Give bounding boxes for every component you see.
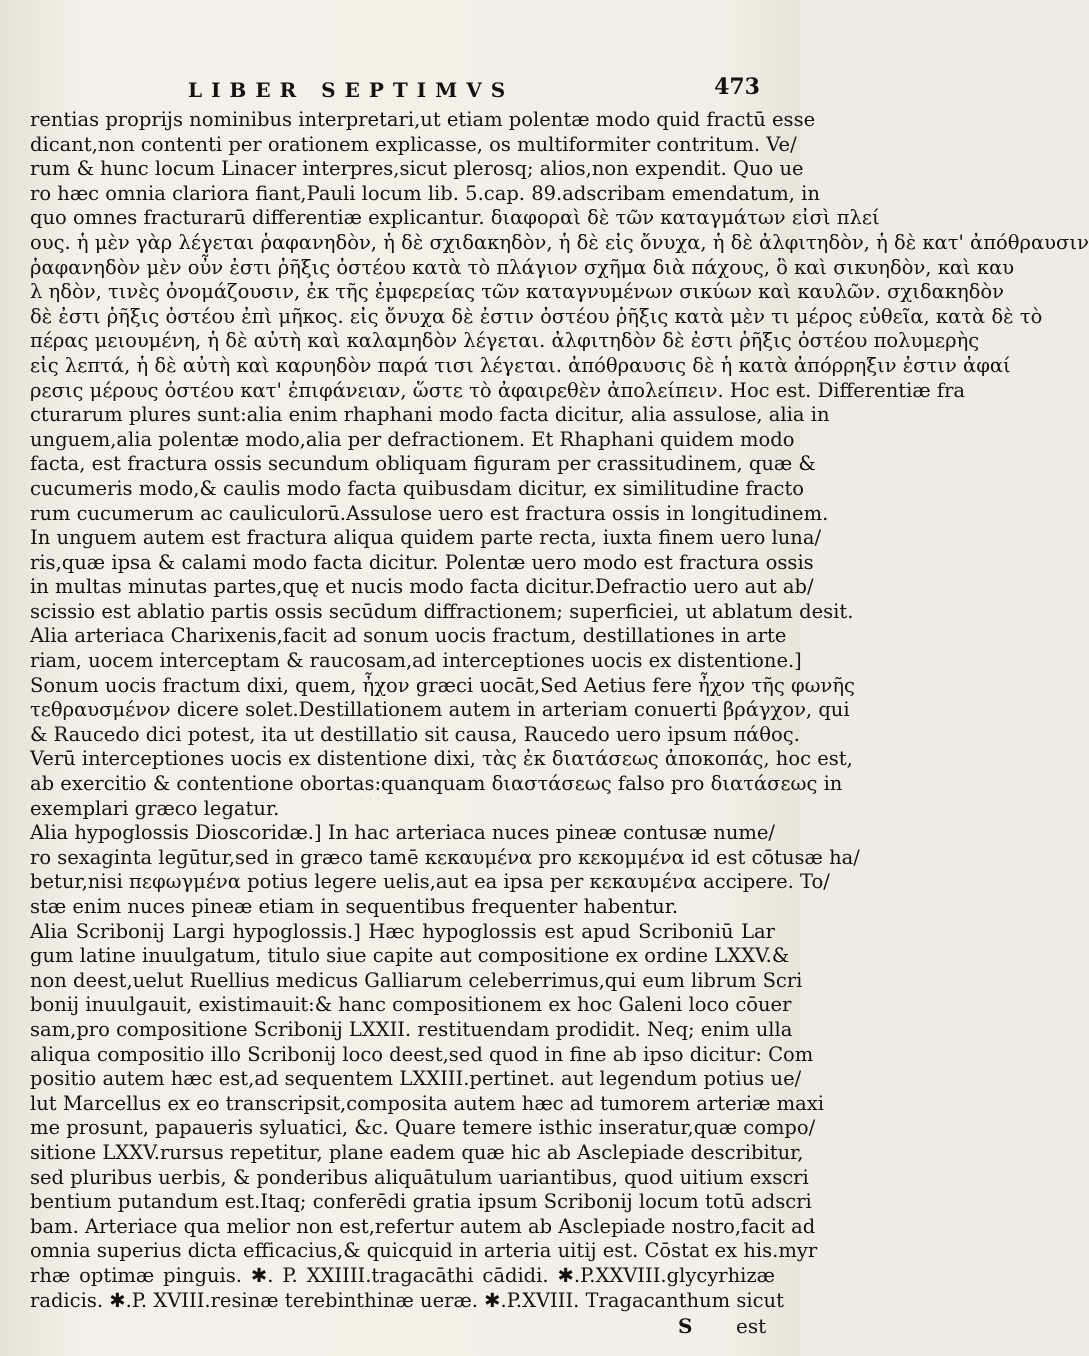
text-line: sam,pro compositione Scribonij LXXII. restituendam prodidit. Neq; enim ulla <box>30 1017 793 1041</box>
text-line: rentias proprijs nominibus interpretari,ut etiam polentæ modo quid fractū esse <box>30 108 816 131</box>
text-line: betur,nisi πεφωγμένα potius legere uelis,aut ea ipsa per κεκαυμένα accipere. To/ <box>30 870 830 894</box>
text-line: stæ enim nuces pineæ etiam in sequentibus frequenter habentur. <box>30 895 679 918</box>
text-line: Alia arteriaca Charixenis,facit ad sonum uocis fractum, destillationes in arte <box>30 624 787 648</box>
text-line: ro sexaginta legūtur,sed in græco tamē κεκαυμένα pro κεκομμένα id est cōtusæ ha/ <box>30 845 860 869</box>
text-line: bam. Arteriace qua melior non est,refertur autem ab Asclepiade nostro,facit ad <box>30 1214 816 1238</box>
text-line: bentium putandum est.Itaq; conferēdi gratia ipsum Scribonij locum totū adscri <box>30 1190 812 1214</box>
text-line: τεθραυσμένον dicere solet.Destillationem autem in arteriam conuerti βράγχον, qui <box>30 698 850 722</box>
text-line: rum & hunc locum Linacer interpres,sicut plerosq; alios,non expendit. Quo ue <box>30 157 804 181</box>
bleed-through-mark: · · · <box>360 792 381 807</box>
text-line: unguem,alia polentæ modo,alia per defractionem. Et Rhaphani quidem modo <box>30 427 795 451</box>
text-line: omnia superius dicta efficacius,& quicquid in arteria uitij est. Cōstat ex his.myr <box>30 1239 818 1263</box>
text-line: gum latine inuulgatum, titulo siue capite aut compositione ex ordine LXXV.& <box>30 944 790 968</box>
page-footer <box>0 1314 800 1344</box>
text-line: radicis. ✱.P. XVIII.resinæ terebinthinæ ueræ. ✱.P.XVIII. Tragacanthum sicut <box>30 1288 784 1312</box>
text-line: cucumeris modo,& caulis modo facta quibusdam dicitur, ex similitudine fracto <box>30 476 805 500</box>
text-line: ους. ἡ μὲν γὰρ λέγεται ῥαφανηδὸν, ἡ δὲ σχιδακηδὸν, ἡ δὲ εἰς ὄνυχα, ἡ δὲ ἀλφιτηδὸν, ἡ δὲ κατ' ἀπόθραυσιν <box>30 230 1089 254</box>
text-line: λ ηδὸν, τινὲς ὀνομάζουσιν, ἐκ τῆς ἐμφερείας τῶν καταγνυμένων σικύων καὶ καυλῶν. σχιδακηδὸν <box>30 280 1004 304</box>
text-line: quo omnes fracturarū differentiæ explicantur. διαφοραὶ δὲ τῶν καταγμάτων εἰσὶ πλεί <box>30 206 880 230</box>
text-line: δὲ ἐστι ῥῆξις ὀστέου ἐπὶ μῆκος. εἰς ὄνυχα δὲ ἐστιν ὀστέου ῥῆξις κατὰ μὲν τι μέρος εὐθεῖα, κατὰ δὲ τὸ <box>30 304 1043 328</box>
text-line: exemplari græco legatur. <box>30 796 280 820</box>
page-number: 473 <box>714 74 760 100</box>
text-line: non deest,uelut Ruellius medicus Galliarum celeberrimus,qui eum librum Scri <box>30 968 803 992</box>
running-title: LIBER SEPTIMVS <box>188 78 515 102</box>
text-line: & Raucedo dici potest, ita ut destillatio sit causa, Raucedo uero ipsum πάθος. <box>30 722 800 746</box>
text-line: bonij inuulgauit, existimauit:& hanc compositionem ex hoc Galeni loco cōuer <box>30 993 792 1017</box>
text-line: Sonum uocis fractum dixi, quem, ἦχον græci uocāt,Sed Aetius fere ἦχον τῆς φωνῆς <box>30 673 855 697</box>
text-line: rum cucumerum ac cauliculorū.Assulose uero est fractura ossis in longitudinem. <box>30 501 829 525</box>
text-line: ro hæc omnia clariora fiant,Pauli locum lib. 5.cap. 89.adscribam emendatum, in <box>30 181 820 205</box>
body-text <box>30 108 1089 1313</box>
text-line: πέρας μειουμένη, ἡ δὲ αὐτὴ καὶ καλαμηδὸν λέγεται. ἀλφιτηδὸν δὲ ἐστι ῥῆξις ὀστέου πολυμερὴς <box>30 329 980 353</box>
signature-mark: S <box>678 1314 693 1338</box>
text-line: riam, uocem interceptam & raucosam,ad interceptiones uocis ex distentione.] <box>30 649 802 673</box>
text-line: dicant,non contenti per orationem explicasse, os multiformiter contritum. Ve/ <box>30 132 797 156</box>
text-line: ρεσις μέρους ὀστέου κατ' ἐπιφάνειαν, ὥστε τὸ ἀφαιρεθὲν ἀπολείπειν. Hoc est. Differentiæ fra <box>30 378 966 402</box>
catchword: est <box>736 1314 767 1338</box>
text-line: ris,quæ ipsa & calami modo facta dicitur. Polentæ uero modo est fractura ossis <box>30 550 814 574</box>
text-line: sed pluribus uerbis, & ponderibus aliquātulum uariantibus, quod uitium exscri <box>30 1165 809 1189</box>
text-line: positio autem hæc est,ad sequentem LXXIII.pertinet. aut legendum potius ue/ <box>30 1067 802 1091</box>
text-line: εἰς λεπτά, ἡ δὲ αὐτὴ καὶ καρυηδὸν παρά τισι λέγεται. ἀπόθραυσις δὲ ἡ κατὰ ἀπόρρηξιν ἐστιν ἀφαί <box>30 353 1011 377</box>
text-line: scissio est ablatio partis ossis secūdum diffractionem; superficiei, ut ablatum desit. <box>30 599 854 623</box>
text-line: facta, est fractura ossis secundum obliquam figuram per crassitudinem, quæ & <box>30 452 816 476</box>
text-line: Alia hypoglossis Dioscoridæ.] In hac arteriaca nuces pineæ contusæ nume/ <box>30 821 775 845</box>
text-line: rhæ optimæ pinguis. ✱. P. XXIIII.tragacāthi cādidi. ✱.P.XXVIII.glycyrhizæ <box>30 1263 775 1287</box>
text-line: cturarum plures sunt:alia enim rhaphani modo facta dicitur, alia assulose, alia in <box>30 403 830 427</box>
text-line: In unguem autem est fractura aliqua quidem parte recta, iuxta finem uero luna/ <box>30 526 822 550</box>
text-line: aliqua compositio illo Scribonij loco deest,sed quod in fine ab ipso dicitur: Com <box>30 1042 814 1066</box>
text-line: sitione LXXV.rursus repetitur, plane eadem quæ hic ab Asclepiade describitur, <box>30 1140 804 1164</box>
text-line: lut Marcellus ex eo transcripsit,composita autem hæc ad tumorem arteriæ maxi <box>30 1091 825 1115</box>
text-line: ῥαφανηδὸν μὲν οὖν ἐστι ῥῆξις ὀστέου κατὰ τὸ πλάγιον σχῆμα διὰ πάχους, ὃ καὶ σικυηδὸν, καὶ καυ <box>30 255 1015 279</box>
running-head <box>0 74 800 106</box>
text-line: Verū interceptiones uocis ex distentione dixi, τὰς ἐκ διατάσεως ἀποκοπάς, hoc est, <box>30 747 853 771</box>
text-line: in multas minutas partes,quę et nucis modo facta dicitur.Defractio uero aut ab/ <box>30 575 814 599</box>
text-line: ab exercitio & contentione obortas:quanquam διαστάσεως falso pro διατάσεως in <box>30 772 843 796</box>
text-line: Alia Scribonij Largi hypoglossis.] Hæc hypoglossis est apud Scriboniū Lar <box>30 919 775 943</box>
text-line: me prosunt, papaueris syluatici, &c. Quare temere isthic inseratur,quæ compo/ <box>30 1116 816 1140</box>
